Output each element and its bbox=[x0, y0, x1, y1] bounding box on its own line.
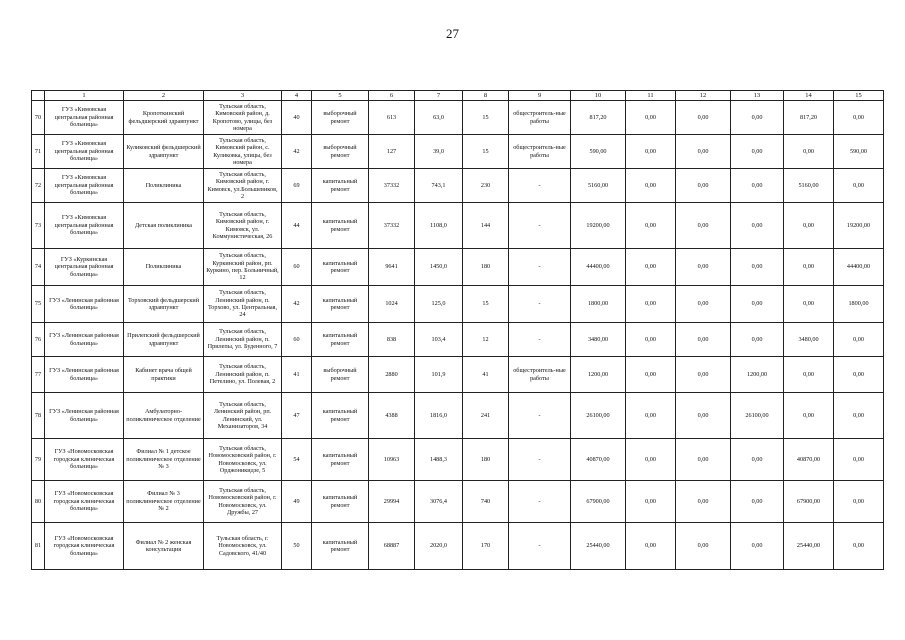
works-table bbox=[31, 90, 884, 570]
facility-name-cell: Детская поликлиника bbox=[124, 203, 204, 249]
work-type-cell: капитальный ремонт bbox=[312, 249, 369, 286]
col-11-value-cell: 0,00 bbox=[626, 169, 676, 203]
col-12-value-cell: 0,00 bbox=[676, 101, 731, 135]
col-15-value-cell: 0,00 bbox=[834, 481, 884, 523]
col-14-value-cell: 67900,00 bbox=[784, 481, 834, 523]
col-13-value-cell: 0,00 bbox=[731, 203, 784, 249]
row-number-cell: 79 bbox=[32, 439, 45, 481]
col-6-value-cell: 10963 bbox=[369, 439, 415, 481]
col-8-value-cell: 230 bbox=[463, 169, 509, 203]
col-12-value-cell: 0,00 bbox=[676, 323, 731, 357]
organization-cell: ГУЗ «Новомосковская городская клиническая больница» bbox=[45, 481, 124, 523]
col-12-value-cell: 0,00 bbox=[676, 135, 731, 169]
col-8-value-cell: 15 bbox=[463, 286, 509, 323]
col-15-value-cell: 0,00 bbox=[834, 323, 884, 357]
work-kind-cell: - bbox=[509, 169, 571, 203]
header-cell: 2 bbox=[124, 91, 204, 101]
organization-cell: ГУЗ «Новомосковская городская клиническая больница» bbox=[45, 439, 124, 481]
facility-name-cell: Кабинет врача общей практики bbox=[124, 357, 204, 393]
col-15-value-cell: 1800,00 bbox=[834, 286, 884, 323]
organization-cell: ГУЗ «Кимовская центральная районная больница» bbox=[45, 101, 124, 135]
col-7-value-cell: 1816,0 bbox=[415, 393, 463, 439]
table-row bbox=[32, 439, 884, 481]
table-row bbox=[32, 169, 884, 203]
col-4-value-cell: 42 bbox=[282, 135, 312, 169]
col-8-value-cell: 740 bbox=[463, 481, 509, 523]
col-7-value-cell: 63,0 bbox=[415, 101, 463, 135]
facility-name-cell: Куликовский фельдшерский здравпункт bbox=[124, 135, 204, 169]
col-8-value-cell: 180 bbox=[463, 439, 509, 481]
header-row bbox=[32, 91, 884, 101]
row-number-cell: 74 bbox=[32, 249, 45, 286]
col-10-value-cell: 5160,00 bbox=[571, 169, 626, 203]
col-11-value-cell: 0,00 bbox=[626, 101, 676, 135]
col-13-value-cell: 0,00 bbox=[731, 481, 784, 523]
table-row bbox=[32, 249, 884, 286]
organization-cell: ГУЗ «Кимовская центральная районная больница» bbox=[45, 135, 124, 169]
row-number-cell: 80 bbox=[32, 481, 45, 523]
col-6-value-cell: 613 bbox=[369, 101, 415, 135]
facility-name-cell: Филиал № 3 поликлиническое отделение № 2 bbox=[124, 481, 204, 523]
col-14-value-cell: 25440,00 bbox=[784, 523, 834, 570]
col-12-value-cell: 0,00 bbox=[676, 393, 731, 439]
row-number-cell: 73 bbox=[32, 203, 45, 249]
header-cell: 15 bbox=[834, 91, 884, 101]
col-13-value-cell: 0,00 bbox=[731, 323, 784, 357]
col-14-value-cell: 40870,00 bbox=[784, 439, 834, 481]
col-4-value-cell: 40 bbox=[282, 101, 312, 135]
col-11-value-cell: 0,00 bbox=[626, 135, 676, 169]
col-11-value-cell: 0,00 bbox=[626, 523, 676, 570]
work-type-cell: капитальный ремонт bbox=[312, 481, 369, 523]
col-13-value-cell: 1200,00 bbox=[731, 357, 784, 393]
col-6-value-cell: 838 bbox=[369, 323, 415, 357]
col-13-value-cell: 0,00 bbox=[731, 439, 784, 481]
col-7-value-cell: 101,9 bbox=[415, 357, 463, 393]
header-cell: 6 bbox=[369, 91, 415, 101]
work-type-cell: капитальный ремонт bbox=[312, 393, 369, 439]
facility-name-cell: Поликлиника bbox=[124, 169, 204, 203]
address-cell: Тульская область, Новомосковский район, г. Новомосковск, ул. Орджоникидзе, 5 bbox=[204, 439, 282, 481]
table-row bbox=[32, 523, 884, 570]
col-8-value-cell: 41 bbox=[463, 357, 509, 393]
col-7-value-cell: 1450,0 bbox=[415, 249, 463, 286]
address-cell: Тульская область, Кимовский район, г. Кимовск, ул.Большевиков, 2 bbox=[204, 169, 282, 203]
organization-cell: ГУЗ «Ленинская районная больница» bbox=[45, 357, 124, 393]
col-4-value-cell: 49 bbox=[282, 481, 312, 523]
work-type-cell: капитальный ремонт bbox=[312, 523, 369, 570]
col-12-value-cell: 0,00 bbox=[676, 481, 731, 523]
table-row bbox=[32, 101, 884, 135]
col-14-value-cell: 3480,00 bbox=[784, 323, 834, 357]
work-kind-cell: - bbox=[509, 393, 571, 439]
col-14-value-cell: 0,00 bbox=[784, 249, 834, 286]
organization-cell: ГУЗ «Кимовская центральная районная больница» bbox=[45, 203, 124, 249]
header-cell: 9 bbox=[509, 91, 571, 101]
col-6-value-cell: 68887 bbox=[369, 523, 415, 570]
table-row bbox=[32, 135, 884, 169]
col-10-value-cell: 67900,00 bbox=[571, 481, 626, 523]
address-cell: Тульская область, Ленинский район, п. Прилепы, ул. Буденного, 7 bbox=[204, 323, 282, 357]
work-kind-cell: - bbox=[509, 249, 571, 286]
row-number-cell: 76 bbox=[32, 323, 45, 357]
work-kind-cell: общестроитель-ные работы bbox=[509, 357, 571, 393]
work-kind-cell: общестроитель-ные работы bbox=[509, 101, 571, 135]
col-12-value-cell: 0,00 bbox=[676, 439, 731, 481]
col-6-value-cell: 2880 bbox=[369, 357, 415, 393]
facility-name-cell: Филиал № 2 женская консультация bbox=[124, 523, 204, 570]
col-6-value-cell: 127 bbox=[369, 135, 415, 169]
col-7-value-cell: 1108,0 bbox=[415, 203, 463, 249]
work-kind-cell: - bbox=[509, 481, 571, 523]
address-cell: Тульская область, Кимовский район, с. Куликовка, улицы, без номера bbox=[204, 135, 282, 169]
col-10-value-cell: 3480,00 bbox=[571, 323, 626, 357]
work-kind-cell: - bbox=[509, 286, 571, 323]
col-11-value-cell: 0,00 bbox=[626, 249, 676, 286]
col-10-value-cell: 590,00 bbox=[571, 135, 626, 169]
col-7-value-cell: 103,4 bbox=[415, 323, 463, 357]
header-cell-empty bbox=[32, 91, 45, 101]
col-7-value-cell: 125,0 bbox=[415, 286, 463, 323]
organization-cell: ГУЗ «Ленинская районная больница» bbox=[45, 323, 124, 357]
table-row bbox=[32, 203, 884, 249]
header-cell: 10 bbox=[571, 91, 626, 101]
col-10-value-cell: 26100,00 bbox=[571, 393, 626, 439]
col-13-value-cell: 0,00 bbox=[731, 249, 784, 286]
work-kind-cell: общестроитель-ные работы bbox=[509, 135, 571, 169]
col-12-value-cell: 0,00 bbox=[676, 286, 731, 323]
address-cell: Тульская область, Кимовский район, г. Кимовск, ул. Коммунистическая, 26 bbox=[204, 203, 282, 249]
col-15-value-cell: 0,00 bbox=[834, 439, 884, 481]
row-number-cell: 72 bbox=[32, 169, 45, 203]
col-10-value-cell: 44400,00 bbox=[571, 249, 626, 286]
col-4-value-cell: 50 bbox=[282, 523, 312, 570]
col-10-value-cell: 19200,00 bbox=[571, 203, 626, 249]
organization-cell: ГУЗ «Кимовская центральная районная больница» bbox=[45, 169, 124, 203]
work-kind-cell: - bbox=[509, 439, 571, 481]
col-7-value-cell: 2020,0 bbox=[415, 523, 463, 570]
col-12-value-cell: 0,00 bbox=[676, 357, 731, 393]
header-cell: 1 bbox=[45, 91, 124, 101]
col-8-value-cell: 170 bbox=[463, 523, 509, 570]
address-cell: Тульская область, г. Новомосковск, ул. Садовского, 41/40 bbox=[204, 523, 282, 570]
work-type-cell: капитальный ремонт bbox=[312, 203, 369, 249]
header-cell: 8 bbox=[463, 91, 509, 101]
col-12-value-cell: 0,00 bbox=[676, 203, 731, 249]
facility-name-cell: Прилепский фельдшерский здравпункт bbox=[124, 323, 204, 357]
facility-name-cell: Филиал № 1 детское поликлиническое отделение № 3 bbox=[124, 439, 204, 481]
col-15-value-cell: 0,00 bbox=[834, 101, 884, 135]
work-type-cell: выборочный ремонт bbox=[312, 101, 369, 135]
col-13-value-cell: 26100,00 bbox=[731, 393, 784, 439]
col-13-value-cell: 0,00 bbox=[731, 169, 784, 203]
col-8-value-cell: 144 bbox=[463, 203, 509, 249]
address-cell: Тульская область, Ленинский район, п. Петелино, ул. Полевая, 2 bbox=[204, 357, 282, 393]
col-13-value-cell: 0,00 bbox=[731, 135, 784, 169]
header-cell: 5 bbox=[312, 91, 369, 101]
col-15-value-cell: 44400,00 bbox=[834, 249, 884, 286]
col-4-value-cell: 41 bbox=[282, 357, 312, 393]
col-10-value-cell: 1200,00 bbox=[571, 357, 626, 393]
col-10-value-cell: 1800,00 bbox=[571, 286, 626, 323]
col-15-value-cell: 0,00 bbox=[834, 357, 884, 393]
col-10-value-cell: 40870,00 bbox=[571, 439, 626, 481]
col-11-value-cell: 0,00 bbox=[626, 286, 676, 323]
col-7-value-cell: 743,1 bbox=[415, 169, 463, 203]
row-number-cell: 77 bbox=[32, 357, 45, 393]
row-number-cell: 81 bbox=[32, 523, 45, 570]
row-number-cell: 70 bbox=[32, 101, 45, 135]
col-15-value-cell: 590,00 bbox=[834, 135, 884, 169]
organization-cell: ГУЗ «Ленинская районная больница» bbox=[45, 393, 124, 439]
work-type-cell: капитальный ремонт bbox=[312, 323, 369, 357]
table-row bbox=[32, 393, 884, 439]
work-kind-cell: - bbox=[509, 203, 571, 249]
work-type-cell: выборочный ремонт bbox=[312, 135, 369, 169]
col-12-value-cell: 0,00 bbox=[676, 169, 731, 203]
col-4-value-cell: 42 bbox=[282, 286, 312, 323]
organization-cell: ГУЗ «Куркинская центральная районная больница» bbox=[45, 249, 124, 286]
col-8-value-cell: 15 bbox=[463, 135, 509, 169]
col-7-value-cell: 1488,3 bbox=[415, 439, 463, 481]
col-13-value-cell: 0,00 bbox=[731, 101, 784, 135]
header-cell: 12 bbox=[676, 91, 731, 101]
col-11-value-cell: 0,00 bbox=[626, 393, 676, 439]
table-row bbox=[32, 286, 884, 323]
col-6-value-cell: 9641 bbox=[369, 249, 415, 286]
col-14-value-cell: 0,00 bbox=[784, 357, 834, 393]
header-cell: 7 bbox=[415, 91, 463, 101]
page-number: 27 bbox=[446, 26, 459, 41]
organization-cell: ГУЗ «Ленинская районная больница» bbox=[45, 286, 124, 323]
col-12-value-cell: 0,00 bbox=[676, 249, 731, 286]
col-7-value-cell: 39,0 bbox=[415, 135, 463, 169]
work-kind-cell: - bbox=[509, 523, 571, 570]
col-14-value-cell: 0,00 bbox=[784, 135, 834, 169]
col-13-value-cell: 0,00 bbox=[731, 523, 784, 570]
row-number-cell: 71 bbox=[32, 135, 45, 169]
work-type-cell: выборочный ремонт bbox=[312, 357, 369, 393]
col-8-value-cell: 15 bbox=[463, 101, 509, 135]
address-cell: Тульская область, Ленинский район, п. Торхово, ул. Центральная, 24 bbox=[204, 286, 282, 323]
col-8-value-cell: 180 bbox=[463, 249, 509, 286]
row-number-cell: 75 bbox=[32, 286, 45, 323]
col-4-value-cell: 44 bbox=[282, 203, 312, 249]
work-kind-cell: - bbox=[509, 323, 571, 357]
header-cell: 14 bbox=[784, 91, 834, 101]
col-6-value-cell: 37332 bbox=[369, 169, 415, 203]
col-6-value-cell: 37332 bbox=[369, 203, 415, 249]
facility-name-cell: Кропоткинский фельдшерский здравпункт bbox=[124, 101, 204, 135]
row-number-cell: 78 bbox=[32, 393, 45, 439]
col-4-value-cell: 60 bbox=[282, 323, 312, 357]
address-cell: Тульская область, Кимовский район, д. Кропотово, улицы, без номера bbox=[204, 101, 282, 135]
col-13-value-cell: 0,00 bbox=[731, 286, 784, 323]
col-10-value-cell: 817,20 bbox=[571, 101, 626, 135]
col-11-value-cell: 0,00 bbox=[626, 357, 676, 393]
col-14-value-cell: 817,20 bbox=[784, 101, 834, 135]
work-type-cell: капитальный ремонт bbox=[312, 286, 369, 323]
work-type-cell: капитальный ремонт bbox=[312, 439, 369, 481]
col-8-value-cell: 12 bbox=[463, 323, 509, 357]
col-15-value-cell: 0,00 bbox=[834, 523, 884, 570]
organization-cell: ГУЗ «Новомосковская городская клиническая больница» bbox=[45, 523, 124, 570]
col-4-value-cell: 54 bbox=[282, 439, 312, 481]
facility-name-cell: Амбулаторно-поликлиническое отделение bbox=[124, 393, 204, 439]
header-cell: 4 bbox=[282, 91, 312, 101]
col-6-value-cell: 4388 bbox=[369, 393, 415, 439]
col-14-value-cell: 0,00 bbox=[784, 286, 834, 323]
table-row bbox=[32, 357, 884, 393]
table-row bbox=[32, 323, 884, 357]
col-11-value-cell: 0,00 bbox=[626, 203, 676, 249]
col-6-value-cell: 1024 bbox=[369, 286, 415, 323]
col-11-value-cell: 0,00 bbox=[626, 323, 676, 357]
col-14-value-cell: 0,00 bbox=[784, 393, 834, 439]
col-10-value-cell: 25440,00 bbox=[571, 523, 626, 570]
col-7-value-cell: 3076,4 bbox=[415, 481, 463, 523]
facility-name-cell: Поликлиника bbox=[124, 249, 204, 286]
col-6-value-cell: 29994 bbox=[369, 481, 415, 523]
col-11-value-cell: 0,00 bbox=[626, 481, 676, 523]
header-cell: 11 bbox=[626, 91, 676, 101]
address-cell: Тульская область, Ленинский район, рп. Ленинский, ул. Механизаторов, 34 bbox=[204, 393, 282, 439]
col-14-value-cell: 5160,00 bbox=[784, 169, 834, 203]
header-cell: 3 bbox=[204, 91, 282, 101]
col-15-value-cell: 19200,00 bbox=[834, 203, 884, 249]
col-15-value-cell: 0,00 bbox=[834, 393, 884, 439]
col-14-value-cell: 0,00 bbox=[784, 203, 834, 249]
col-4-value-cell: 60 bbox=[282, 249, 312, 286]
work-type-cell: капитальный ремонт bbox=[312, 169, 369, 203]
header-cell: 13 bbox=[731, 91, 784, 101]
col-8-value-cell: 241 bbox=[463, 393, 509, 439]
col-4-value-cell: 47 bbox=[282, 393, 312, 439]
address-cell: Тульская область, Новомосковский район, г. Новомосковск, ул. Дружбы, 27 bbox=[204, 481, 282, 523]
col-4-value-cell: 69 bbox=[282, 169, 312, 203]
table-row bbox=[32, 481, 884, 523]
col-15-value-cell: 0,00 bbox=[834, 169, 884, 203]
col-11-value-cell: 0,00 bbox=[626, 439, 676, 481]
col-12-value-cell: 0,00 bbox=[676, 523, 731, 570]
facility-name-cell: Торховский фельдшерский здравпункт bbox=[124, 286, 204, 323]
address-cell: Тульская область, Куркинский район, рп. Куркино, пер. Больничный, 12 bbox=[204, 249, 282, 286]
